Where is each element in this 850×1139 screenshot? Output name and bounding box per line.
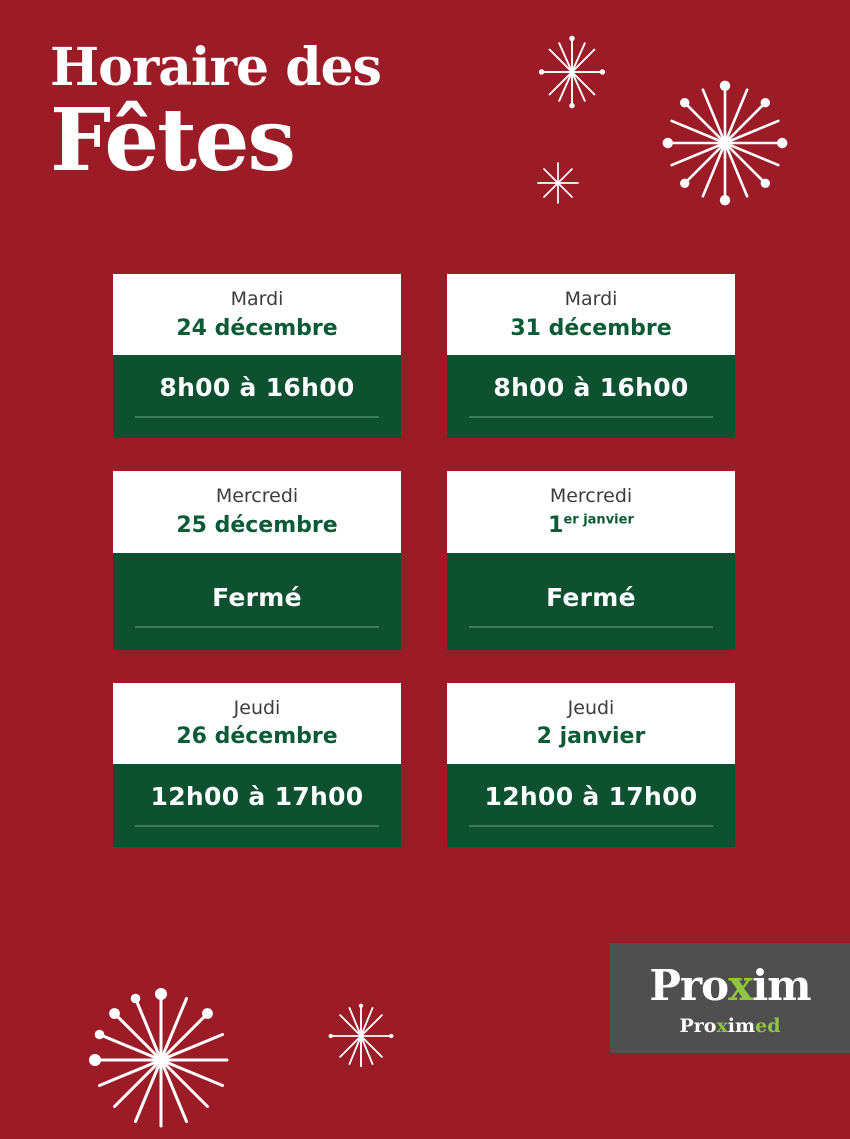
card-date-text: 31 décembre	[510, 315, 672, 341]
card-hours-panel	[447, 355, 735, 438]
schedule-card	[113, 274, 401, 438]
card-day-label: Mardi	[564, 288, 618, 310]
card-date-text: 25 décembre	[176, 513, 338, 539]
schedule-grid	[113, 274, 738, 880]
logo-sub-before: Pro	[679, 1015, 717, 1037]
card-date-suffix: er janvier	[563, 512, 634, 528]
brand-logo	[610, 943, 850, 1053]
card-date-text: 26 décembre	[176, 724, 338, 750]
logo-subbrand	[610, 1015, 850, 1037]
card-day-label: Mercredi	[549, 485, 633, 508]
card-day-label: Jeudi	[233, 696, 281, 719]
card-header	[447, 274, 735, 355]
schedule-card	[113, 683, 401, 847]
card-date-label	[123, 512, 391, 541]
card-date-label	[457, 512, 725, 541]
snowflake-icon	[325, 1000, 397, 1076]
card-header	[447, 683, 735, 764]
logo-sub-accent: ed	[755, 1015, 781, 1037]
card-date-label	[457, 723, 725, 752]
card-date-label	[123, 315, 391, 344]
card-hours-panel	[113, 355, 401, 438]
schedule-row	[113, 683, 738, 847]
logo-name-x: x	[728, 961, 753, 1010]
card-hours-panel	[113, 553, 401, 650]
card-header	[113, 274, 401, 355]
schedule-row	[113, 471, 738, 649]
snowflake-icon	[86, 985, 236, 1139]
card-hours-label: Fermé	[135, 583, 379, 628]
card-hours-panel	[447, 764, 735, 847]
title-line-2: Fêtes	[50, 90, 294, 191]
card-hours-label: 12h00 à 17h00	[469, 782, 713, 827]
card-header	[113, 471, 401, 552]
logo-name-after: im	[752, 961, 811, 1010]
card-date-text: 24 décembre	[176, 315, 338, 341]
card-hours-label: 8h00 à 16h00	[469, 373, 713, 418]
card-day-label: Mardi	[230, 288, 284, 310]
card-date-label	[123, 723, 391, 752]
card-hours-panel	[447, 553, 735, 650]
snowflake-icon	[533, 158, 583, 212]
snowflake-icon	[660, 78, 790, 212]
card-day-label: Jeudi	[567, 696, 615, 719]
card-day-label: Mercredi	[215, 485, 299, 508]
logo-name-before: Pro	[649, 961, 729, 1010]
page-title	[50, 37, 381, 191]
card-date-label	[457, 315, 725, 344]
schedule-card	[447, 274, 735, 438]
card-hours-label: Fermé	[469, 583, 713, 628]
card-hours-label: 12h00 à 17h00	[135, 782, 379, 827]
card-header	[447, 471, 735, 552]
card-hours-label: 8h00 à 16h00	[135, 373, 379, 418]
card-date-text: 1	[548, 513, 564, 539]
card-date-text: 2 janvier	[536, 724, 646, 750]
card-header	[113, 683, 401, 764]
logo-sub-mid: im	[727, 1015, 756, 1037]
snowflake-icon	[532, 32, 612, 116]
logo-sub-x: x	[716, 1015, 728, 1037]
title-line-1: Horaire des	[50, 37, 381, 98]
schedule-card	[447, 471, 735, 649]
schedule-card	[447, 683, 735, 847]
schedule-card	[113, 471, 401, 649]
schedule-row	[113, 274, 738, 438]
logo-wordmark	[610, 961, 850, 1010]
card-hours-panel	[113, 764, 401, 847]
